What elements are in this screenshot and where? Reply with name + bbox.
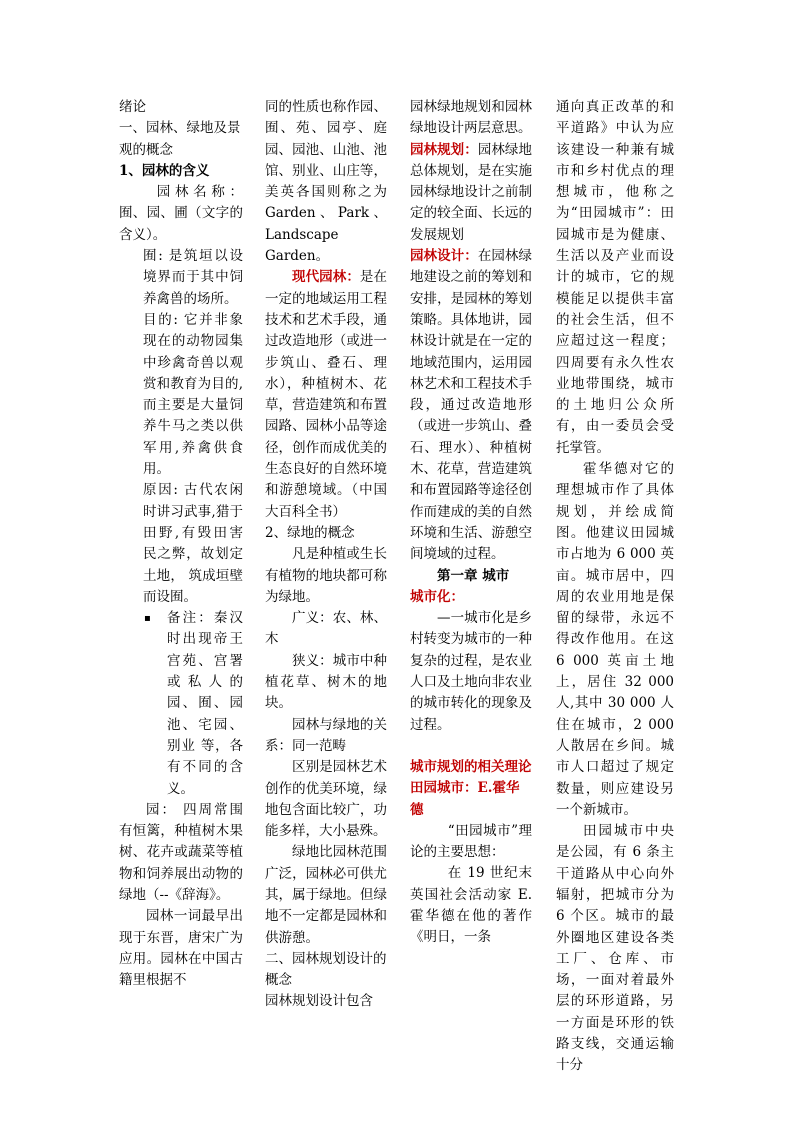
paragraph: “田园城市”理论的主要思想： [410,822,532,861]
paragraph: 原因: 古代农闲时讲习武事,猎于田野,有毁田害 民之弊，故划定土地， 筑成垣壁而设囿。 [143,482,243,605]
note-block [119,608,243,800]
paragraph: 凡是种植或生长有植物的地块都可称为绿地。 [265,546,387,605]
subsection-heading: 1、园林的含义 [119,162,210,179]
paragraph: 园林绿地规划和园林绿地设计两层意思。 [410,99,532,137]
term-text: 在园林绿地建设之前的筹划和安排，是园林的筹划策略。具体地讲，园林设计就是在一定的地域范围内，运用园林艺术和工程技术手段，通过改造地形（或进一步筑山、叠石、理水）、种植树木、花草，营造建筑和布置园路等途径创作而建成的美的自然环境和生活、游憩空间境域的过程。 [410,248,532,563]
paragraph: —一城市化是乡村转变为城市的一种复杂的过程，是农业人口及土地向非农业的城市转化的现象及过程。 [410,610,532,733]
paragraph: 园林规划设计包含 [265,993,373,1010]
term-text: 园林绿地总体规划，是在实施园林绿地设计之前制定的较全面、长远的发展规划 [410,141,532,243]
paragraph [265,267,387,523]
term-label: 园林规划： [410,141,478,158]
column-1 [119,97,243,991]
column-4 [556,97,674,1077]
paragraph: 霍华德对它的理想城市作了具体规划，并绘成简图。他建议田园城市占地为 6 000 英亩。城市居中，四周的农业用地是保留的绿带，永远不得改作他用。在这 6 000 英亩土地上，居住 32 000 人,其中 30 000 人住在城市，2 000 人散居在乡间。城市人口超过了规定数量，则应建设另一个新城市。 [556,461,674,818]
term-text: 是在一定的地域运用工程技术和艺术手段，通过改造地形（或进一步筑山、叠石、理水），种植树木、花草，营造建筑和布置园路、园林小品等途径，创作而成优美的生态良好的自然环境和游憩境域。（中国大百科全书） [265,269,388,520]
term-heading: 城市化： [410,588,464,605]
chapter-heading: 第一章 城市 [437,567,510,584]
paragraph: 园林与绿地的关系：同一范畴 [265,716,387,754]
paragraph: 广义：农、林、木 [265,610,387,648]
subsection-heading: 2、绿地的概念 [265,524,355,541]
section-heading: 二、园林规划设计的概念 [265,950,387,989]
column-2 [265,97,387,1013]
paragraph: 狭义：城市中种植花草、树木的地块。 [265,652,387,712]
paragraph: 目的: 它并非象现在的动物园集中珍禽奇兽以观赏和教育为目的,而主要是大量饲养牛马之类以供军用,养禽供食用。 [143,311,243,478]
term-label: 现代园林： [292,269,360,286]
term-label: 园林设计： [410,248,478,265]
paragraph: 区别是园林艺术创作的优美环境，绿地包含面比较广，功 能多样，大小悬殊。 [265,759,387,840]
paragraph: 通向真正改革的和平道路》中认为应该建设一种兼有城市和乡村优点的理想城市，他称之为“田园城市”：田园城市是为健康、生活以及产业而设计的城市，它的规模能足以提供丰富的社会生活，但不应超过这一程度；四周要有永久性农业地带围绕，城市的土地归公众所有，由一委员会受托掌管。 [556,99,674,456]
term-heading: 田园城市：E.霍华德 [410,780,520,818]
preface-heading: 绪论 [119,99,146,115]
section-heading: 城市规划的相关理论 [410,758,532,775]
paragraph: 园： 四周常围有恒篱，种植树木果树、花卉或蔬菜等植物和饲养展出动物的绿地（--《辞海》。 [119,801,243,903]
paragraph: 在 19 世纪末英国社会活动家 E.霍华德在他的著作《明日，一条 [410,865,532,946]
paragraph: 园林名称：囿、园、圃（文字的含义）。 [119,184,243,243]
section-heading: 一、园林、绿地及景观的概念 [119,120,241,158]
column-3 [410,97,532,949]
paragraph: 绿地比园林范围广泛，园林必可供尤其，属于绿地。但绿地不一定都是园林和供游憩。 [265,844,387,946]
paragraph [410,140,532,246]
paragraph: 田园城市中央是公园，有 6 条主干道路从中心向外辐射，把城市分为 6 个区。城市的最外圈地区建设各类工厂、仓库、市场，一面对着最外层的环形道路，另一方面是环形的铁路支线，交通运输十分 [556,823,674,1074]
paragraph [410,246,532,565]
paragraph: 备注：秦汉时出现帝王宫苑、宫署或私人的园、囿、园池、宅园、别业 等，各有不同的含义。 [167,610,243,797]
paragraph: 囿: 是筑垣以设境界而于其中饲养禽兽的场所。 [143,248,243,307]
paragraph: 园林一词最早出现于东晋，唐宋广为应用。园林在中国古籍里根据不 [119,908,243,989]
bullet-icon: ▪ [144,613,151,625]
paragraph: 同的性质也称作园、囿、苑、园亭、庭园、园池、山池、池馆、别业、山庄等，美英各国则称之为 Garden、Park、Landscape Garden。 [265,99,387,265]
